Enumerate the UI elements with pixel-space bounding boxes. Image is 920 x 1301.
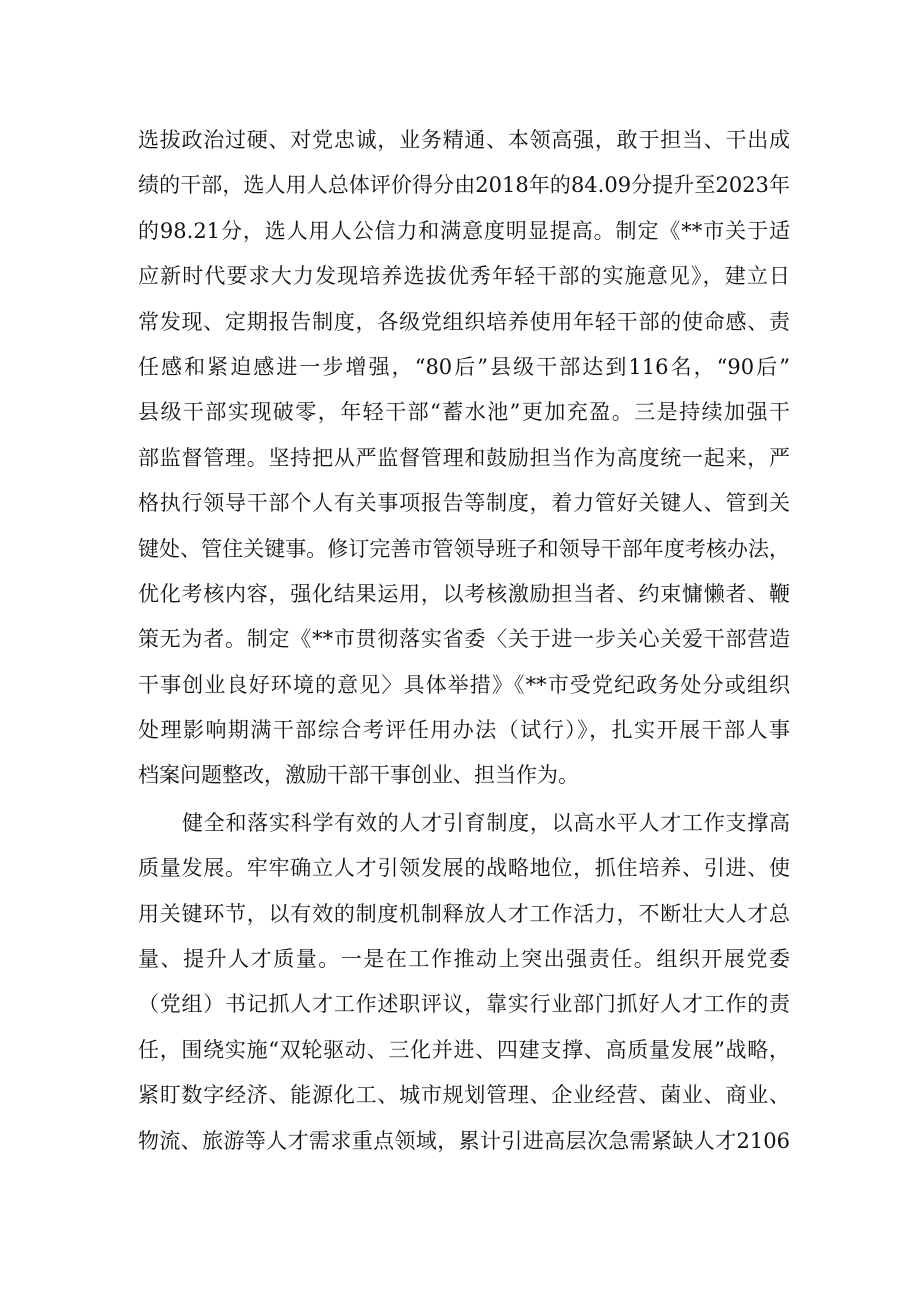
text-line: 紧盯数字经济、能源化工、城市规划管理、企业经营、菌业、商业、: [138, 1083, 790, 1108]
text-line: 键处、管住关键事。修订完善市管领导班子和领导干部年度考核办法，: [138, 536, 790, 561]
text-line-first: 健全和落实科学有效的人才引育制度，以高水平人才工作支撑高: [182, 810, 790, 835]
text-line: 用关键环节，以有效的制度机制释放人才工作活力，不断壮大人才总: [138, 901, 790, 926]
text-line-last: 档案问题整改，激励干部干事创业、担当作为。: [138, 763, 579, 788]
text-line: 质量发展。牢牢确立人才引领发展的战略地位，抓住培养、引进、使: [138, 856, 790, 881]
text-line: 量、提升人才质量。一是在工作推动上突出强责任。组织开展党委: [138, 947, 790, 972]
text-line: 常发现、定期报告制度，各级党组织培养使用年轻干部的使命感、责: [138, 309, 790, 334]
text-line: 物流、旅游等人才需求重点领域，累计引进高层次急需紧缺人才2106: [138, 1128, 790, 1153]
text-line: 格执行领导干部个人有关事项报告等制度，着力管好关键人、管到关: [138, 491, 790, 516]
text-line: 优化考核内容，强化结果运用，以考核激励担当者、约束慵懒者、鞭: [138, 581, 790, 606]
paragraph-2: [138, 801, 790, 1164]
body-text: [138, 118, 790, 1164]
paragraph-1: [138, 118, 790, 799]
text-line: 部监督管理。坚持把从严监督管理和鼓励担当作为高度统一起来，严: [138, 445, 790, 470]
text-line: （党组）书记抓人才工作述职评议，靠实行业部门抓好人才工作的责: [138, 992, 790, 1017]
text-line: 任，围绕实施“双轮驱动、三化并进、四建支撑、高质量发展”战略，: [138, 1037, 790, 1062]
text-line: 选拔政治过硬、对党忠诚，业务精通、本领高强，敢于担当、干出成: [138, 128, 790, 152]
text-line: 干事创业良好环境的意见〉具体举措》《**市受党纪政务处分或组织: [138, 672, 790, 697]
text-line: 绩的干部，选人用人总体评价得分由2018年的84.09分提升至2023年: [138, 173, 790, 198]
text-line: 处理影响期满干部综合考评任用办法（试行）》，扎实开展干部人事: [138, 718, 790, 743]
text-line: 任感和紧迫感进一步增强，“80后”县级干部达到116名，“90后”: [138, 354, 790, 379]
text-line: 县级干部实现破零，年轻干部“蓄水池”更加充盈。三是持续加强干: [138, 400, 790, 425]
text-line: 应新时代要求大力发现培养选拔优秀年轻干部的实施意见》，建立日: [138, 264, 790, 289]
text-line: 策无为者。制定《**市贯彻落实省委〈关于进一步关心关爱干部营造: [138, 627, 790, 652]
text-line: 的98.21分，选人用人公信力和满意度明显提高。制定《**市关于适: [138, 218, 790, 243]
